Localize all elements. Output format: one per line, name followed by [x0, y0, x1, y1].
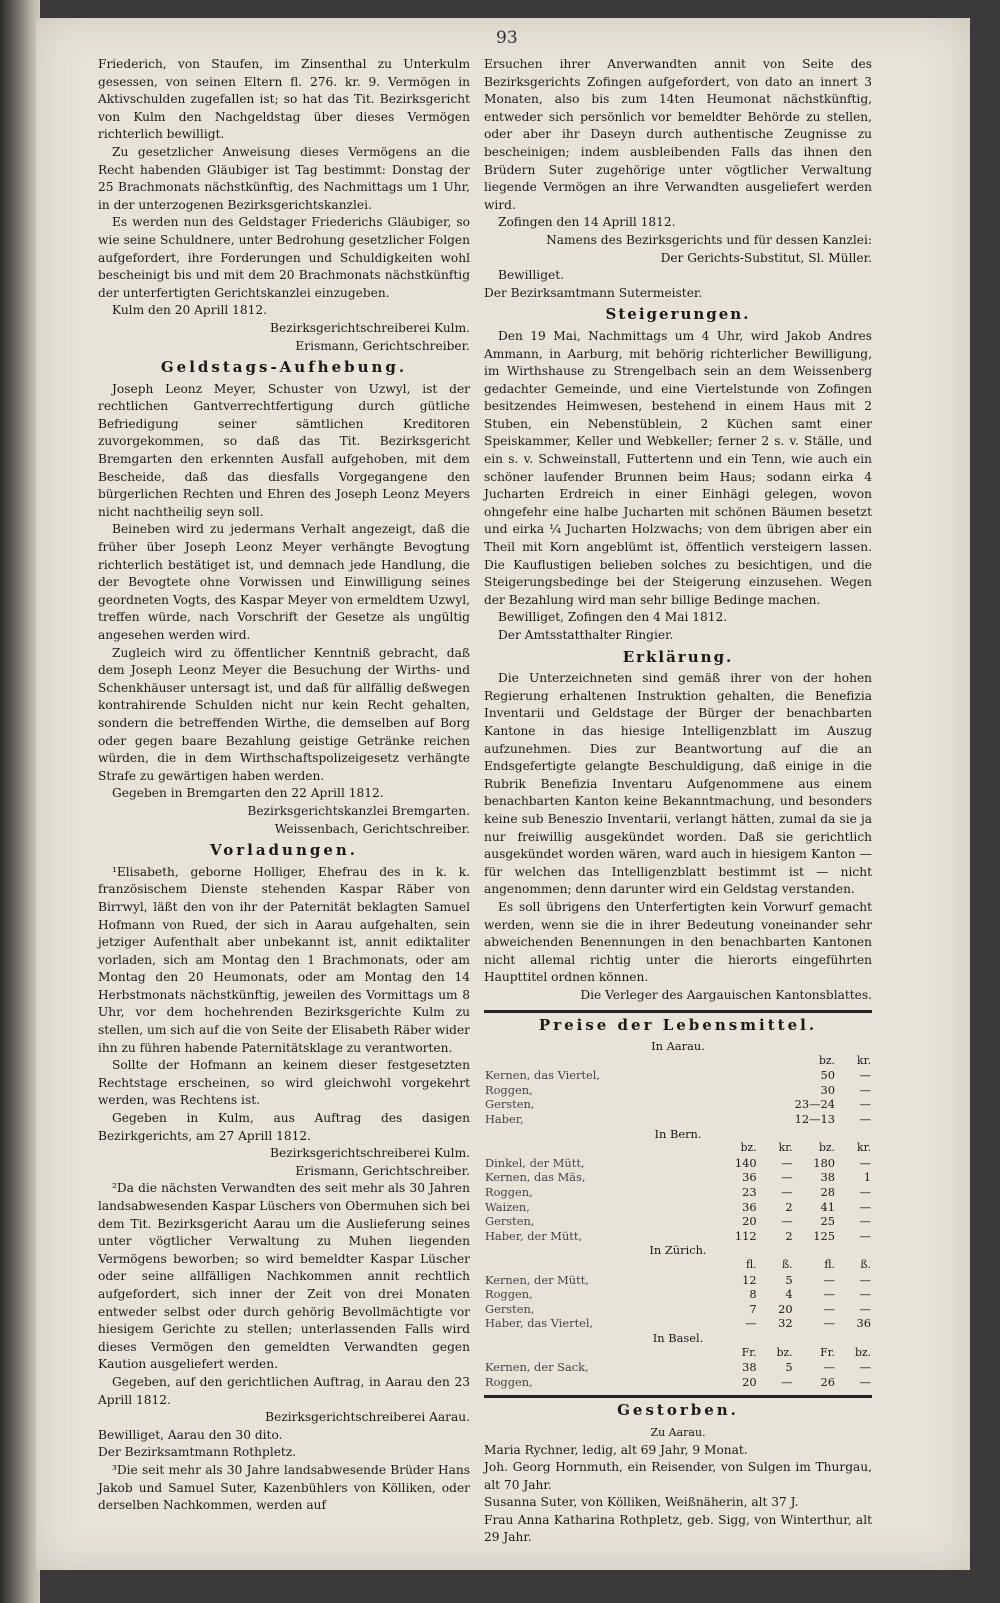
price-value: 140 — [734, 1155, 757, 1170]
price-value: 4 — [785, 1287, 793, 1302]
price-value: — — [745, 1316, 757, 1331]
price-row — [484, 1156, 872, 1171]
unit-row — [484, 1258, 872, 1273]
price-value: 36 — [742, 1170, 757, 1185]
price-row — [484, 1360, 872, 1375]
price-value: 41 — [820, 1199, 835, 1214]
price-row — [484, 1214, 872, 1229]
book-binding-edge — [0, 0, 40, 1603]
price-row — [484, 1083, 872, 1098]
approval-line: Der Bezirksamtmann Sutermeister. — [484, 285, 703, 300]
commodity-label: Kernen, der Mütt, — [485, 1272, 589, 1287]
unit-label: kr. — [857, 1053, 871, 1067]
section-heading: Steigerungen. — [605, 305, 751, 324]
dateline: Gegeben in Bremgarten den 22 Aprill 1812. — [112, 786, 384, 801]
commodity-label: Kernen, der Sack, — [485, 1360, 589, 1375]
approval-line: Der Bezirksamtmann Rothpletz. — [98, 1445, 297, 1460]
price-row — [484, 1068, 872, 1083]
paragraph: Gegeben in Kulm, aus Auftrag des dasigen Bezirkgerichts, am 27 Aprill 1812. — [98, 1111, 470, 1143]
unit-label: Fr. — [741, 1345, 757, 1359]
price-row — [484, 1170, 872, 1185]
price-value: — — [859, 1082, 871, 1097]
commodity-label: Roggen, — [485, 1185, 533, 1199]
section-heading: Gestorben. — [617, 1401, 739, 1420]
city-row — [484, 1243, 872, 1258]
page-number: 93 — [496, 28, 518, 48]
price-value: 23—24 — [794, 1097, 835, 1112]
price-value: — — [859, 1214, 871, 1229]
signature: Bezirksgerichtskanzlei Bremgarten. — [247, 803, 470, 818]
death-entry: Maria Rychner, ledig, alt 69 Jahr, 9 Monat. — [484, 1442, 748, 1457]
city-row — [484, 1331, 872, 1346]
price-value: 7 — [749, 1301, 757, 1316]
price-value: 180 — [813, 1155, 835, 1170]
commodity-label: Kernen, das Mäs, — [485, 1170, 586, 1185]
commodity-label: Haber, der Mütt, — [485, 1228, 583, 1243]
unit-label: ß. — [860, 1257, 871, 1271]
price-value: 125 — [813, 1228, 835, 1243]
paragraph: Joseph Leonz Meyer, Schuster von Uzwyl, ist der rechtlichen Gantverrechtfertigung durch gütliche Befriedigung seiner sämtlichen Kreditoren zuvorgekommen, so daß das Tit. Bezirksgericht Bremgarten den erkennten Ausfall aufgehoben, mit dem Bescheide, daß das diesfalls Vorgegangene den bürgerlichen Rechten und Ehren des Joseph Leonz Meyers nicht nachtheilig seyn soll. — [98, 381, 470, 519]
price-value: — — [859, 1112, 871, 1127]
divider — [484, 1395, 872, 1398]
unit-label: bz. — [740, 1141, 757, 1155]
price-value: — — [823, 1301, 835, 1316]
unit-row — [484, 1054, 872, 1069]
price-value: 38 — [742, 1360, 757, 1375]
price-value: — — [859, 1301, 871, 1316]
price-table — [484, 1039, 872, 1389]
left-column — [98, 56, 470, 1515]
price-value: 8 — [749, 1287, 757, 1302]
price-value: 36 — [742, 1199, 757, 1214]
unit-label: bz. — [818, 1141, 835, 1155]
commodity-label: Roggen, — [485, 1287, 533, 1302]
city-label: In Aarau. — [651, 1039, 705, 1054]
section-heading: Preise der Lebensmittel. — [538, 1016, 818, 1035]
paragraph: ³Die seit mehr als 30 Jahre landsabwesende Brüder Hans Jakob und Samuel Suter, Kazenbühlers von Kölliken, oder derselben Nachkommen, werden auf — [98, 1462, 470, 1513]
death-entry: Joh. Georg Hornmuth, ein Reisender, von Sulgen im Thurgau, alt 70 Jahr. — [484, 1460, 872, 1492]
price-row — [484, 1375, 872, 1390]
price-value: 38 — [820, 1170, 835, 1185]
approval-line: Bewilliget. — [498, 268, 564, 283]
paragraph: Friederich, von Staufen, im Zinsenthal zu Unterkulm gesessen, von seinen Eltern fl. 276. kr. 9. Vermögen in Aktivschulden zugefallen ist; so hat das Tit. Bezirksgericht von Kulm den Nachgeldstag über dieses Vermögen richterlich bewilligt. — [98, 57, 470, 142]
price-value: 5 — [785, 1360, 793, 1375]
price-value: — — [781, 1214, 793, 1229]
paragraph: Es soll übrigens den Unterfertigten kein Vorwurf gemacht werden, wenn sie die in ihrer Bedeutung voneinander sehr abweichenden Benennungen in den benachbarten Kantonen nicht allemal richtig unter die hierorts eingeführten Haupttitel ordnen können. — [484, 899, 872, 985]
unit-row — [484, 1141, 872, 1156]
price-value: — — [859, 1374, 871, 1389]
price-row — [484, 1112, 872, 1127]
divider — [484, 1010, 872, 1013]
price-value: 12 — [742, 1272, 757, 1287]
price-value: — — [823, 1272, 835, 1287]
price-value: 20 — [742, 1374, 757, 1389]
commodity-label: Gersten, — [485, 1214, 535, 1229]
commodity-label: Gersten, — [485, 1301, 535, 1316]
price-value: — — [859, 1199, 871, 1214]
dateline: Kulm den 20 Aprill 1812. — [112, 303, 268, 318]
price-value: 36 — [856, 1316, 871, 1331]
price-value: 26 — [820, 1374, 835, 1389]
commodity-label: Waizen, — [485, 1199, 530, 1214]
price-value: — — [859, 1287, 871, 1302]
paragraph: Es werden nun des Geldstager Friederichs Gläubiger, so wie seine Schuldnere, unter Bedrohung gesetzlicher Folgen aufgefordert, ihre Forderungen und Schuldigkeiten wohl bescheinigt bis und mit dem 20 Brachmonats nächstkünftig der unterfertigten Gerichtskanzlei einzugeben. — [98, 215, 470, 300]
price-row — [484, 1302, 872, 1317]
paragraph: Sollte der Hofmann an keinem dieser festgesetzten Rechtstage erscheinen, so wird gleichwohl vorgekehrt werden, was Rechtens ist. — [98, 1058, 470, 1108]
death-entry: Frau Anna Katharina Rothpletz, geb. Sigg, von Winterthur, alt 29 Jahr. — [484, 1512, 872, 1545]
commodity-label: Haber, — [485, 1112, 524, 1127]
city-label: In Bern. — [654, 1126, 702, 1141]
commodity-label: Roggen, — [485, 1374, 533, 1389]
price-value: 20 — [778, 1301, 793, 1316]
city-label: In Zürich. — [649, 1243, 707, 1258]
price-value: — — [859, 1185, 871, 1199]
dateline: Gegeben, auf den gerichtlichen Auftrag, in Aarau den 23 Aprill 1812. — [98, 1374, 470, 1407]
death-notices — [484, 1424, 872, 1547]
price-value: — — [781, 1170, 793, 1185]
price-value: 32 — [778, 1316, 793, 1331]
price-value: — — [781, 1374, 793, 1389]
signature: Namens des Bezirksgerichts und für dessen Kanzlei: — [546, 232, 872, 247]
price-value: 25 — [820, 1214, 835, 1229]
price-value: 2 — [785, 1199, 793, 1214]
dateline: Zofingen den 14 Aprill 1812. — [498, 215, 676, 230]
price-value: — — [859, 1272, 871, 1287]
signature: Der Amtsstatthalter Ringier. — [498, 628, 674, 642]
city-row — [484, 1127, 872, 1142]
signature: Die Verleger des Aargauischen Kantonsblattes. — [580, 987, 872, 1002]
unit-label: fl. — [824, 1257, 835, 1271]
signature: Bezirksgerichtschreiberei Kulm. — [270, 1146, 470, 1161]
price-row — [484, 1229, 872, 1244]
price-row — [484, 1287, 872, 1302]
signature: Bezirksgerichtschreiberei Aarau. — [265, 1410, 470, 1425]
death-entry: Susanna Suter, von Kölliken, Weißnäherin, alt 37 J. — [484, 1495, 799, 1510]
city-row — [484, 1039, 872, 1054]
paragraph: Zu gesetzlicher Anweisung dieses Vermögens an die Recht habenden Gläubiger ist Tag bestimmt: Donstag der 25 Brachmonats nächstkünftig, des Nachmittags um 1 Uhr, in der unterzogenen Bezirksgerichtskanzlei. — [98, 144, 470, 212]
price-value: — — [859, 1068, 871, 1083]
approval-line: Bewilliget, Aarau den 30 dito. — [98, 1427, 283, 1442]
commodity-label: Gersten, — [485, 1097, 535, 1112]
price-value: 23 — [742, 1185, 757, 1199]
price-value: 112 — [734, 1228, 757, 1243]
commodity-label: Kernen, das Viertel, — [485, 1068, 601, 1083]
paragraph: Die Unterzeichneten sind gemäß ihrer von der hohen Regierung erhaltenen Instruktion gehalten, die Benefizia Inventarii und Geldstage der Bürger der benachbarten Kantone in das hiesige Intelligenzblatt im Auszug aufzunehmen. Dies zur Beantwortung auf die an Endsgefertigte gelangte Beschuldigung, daß einige in die Rubrik Benefizia Inventaru Aufgenommene aus einem benachbarten Kanton keine Bekanntmachung, und besonders keine sub Beneszio Inventarii, verlangt hätten, zumal da sie ja nur freiwillig ausgekündet worden. Daß sie gerichtlich ausgekündet worden wären, ward auch in hiesigem Kanton — für welchen das Intelligenzblatt bestimmt ist — nicht angenommen; denn darunter wird ein Geldstag verstanden. — [484, 671, 872, 897]
unit-label: kr. — [857, 1141, 871, 1155]
price-value: — — [859, 1228, 871, 1243]
price-value: — — [859, 1155, 871, 1170]
section-heading: Geldstags-Aufhebung. — [160, 358, 408, 377]
city-label: Zu Aarau. — [650, 1425, 706, 1439]
commodity-label: Roggen, — [485, 1082, 533, 1097]
price-value: 50 — [820, 1068, 835, 1083]
paragraph: Den 19 Mai, Nachmittags um 4 Uhr, wird Jakob Andres Ammann, in Aarburg, mit behörig richterlicher Bewilligung, im Wirthshause zu Strengelbach sein an dem Weissenberg gedachter Gemeinde, und eine Viertelstunde von Zofingen besitzendes Heimwesen, bestehend in einem Haus mit 2 Stuben, ein Nebenstüblein, 2 Küchen samt einer Speiskammer, Keller und Webkeller; ferner 2 s. v. Ställe, und ein s. v. Schweinstall, Futtertenn und ein Tenn, wie auch ein schöner laufender Brunnen beim Haus; sodann eirka 4 Jucharten Erdreich in einer Einhägi gelegen, wovon ohngefehr eine halbe Jucharten mit schönen Bäumen besetzt und eirka ¼ Jucharten Holzwachs; von dem übrigen aber ein Theil mit Korn angeblümt ist, öffentlich versteigern lassen. Die Kauflustigen belieben solches zu besichtigen, und die Steigerungsbedinge bei der Steigerung einzusehen. Wegen der Bezahlung wird man sehr billige Bedinge machen. — [484, 328, 872, 607]
section-heading: Erklärung. — [622, 647, 734, 666]
commodity-label: Dinkel, der Mütt, — [485, 1155, 585, 1170]
city-label: In Basel. — [652, 1330, 704, 1345]
price-value: 20 — [742, 1214, 757, 1229]
price-value: — — [823, 1287, 835, 1302]
commodity-label: Haber, das Viertel, — [485, 1316, 594, 1331]
signature: Bezirksgerichtschreiberei Kulm. — [270, 320, 470, 335]
price-row — [484, 1097, 872, 1112]
price-value: — — [781, 1185, 793, 1199]
price-value: — — [823, 1316, 835, 1331]
price-value: 28 — [820, 1185, 835, 1199]
signature: Erismann, Gerichtschreiber. — [295, 1163, 470, 1178]
unit-label: bz. — [854, 1345, 871, 1359]
price-value: 12—13 — [794, 1112, 835, 1127]
unit-label: ß. — [781, 1257, 793, 1271]
unit-label: bz. — [818, 1053, 835, 1067]
unit-label: bz. — [776, 1345, 793, 1359]
unit-label: fl. — [745, 1257, 757, 1271]
price-row — [484, 1200, 872, 1215]
price-value: — — [859, 1360, 871, 1375]
paragraph: Beineben wird zu jedermans Verhalt angezeigt, daß die früher über Joseph Leonz Meyer verhängte Bevogtung richterlich bestätiget ist, und demnach jede Handlung, die der Bevogtete ohne Vorwissen und Einwilligung seines geordneten Vogts, des Kaspar Meyer von ermeldtem Uzwyl, treffen würde, nach Vorschrift der Gesetze als ungültig angesehen werden wird. — [98, 522, 470, 642]
paragraph: Ersuchen ihrer Anverwandten annit von Seite des Bezirksgerichts Zofingen aufgefordert, von dato an innert 3 Monaten, also bis zum 14ten Heumonat nächstkünftig, entweder sich persönlich vor bemeldter Behörde zu stellen, oder aber ihr Daseyn durch authentische Zeugnisse zu bescheinigen; indem ausbleibenden Falls das ihnen den Brüdern Suter zugehörige unter vögtlicher Verwaltung liegende Vermögen an ihre Verwandten ausgeliefert werden wird. — [484, 57, 872, 212]
right-column — [484, 56, 872, 1547]
price-value: — — [781, 1155, 793, 1170]
paragraph: ²Da die nächsten Verwandten des seit mehr als 30 Jahren landsabwesenden Kaspar Lüschers von Obermuhen sich bei dem Tit. Bezirksgericht Aarau um die Auslieferung seines unter vögtlicher Verwaltung zu Muhen liegenden Vermögens beworben; so wird bemeldter Kaspar Lüscher oder seine allfälligen Nachkommen annit rechtlich aufgefordert, sich inner der Zeit von drei Monaten entweder selbst oder durch gehörig Bevollmächtigte vor hiesigem Gerichte zu stellen; unterlassenden Falls wird dieses Vermögen den gemeldten Verwandten gegen Kaution ausgeliefert werden. — [98, 1181, 470, 1372]
dateline: Bewilliget, Zofingen den 4 Mai 1812. — [498, 610, 728, 625]
paragraph: Zugleich wird zu öffentlicher Kenntniß gebracht, daß dem Joseph Leonz Meyer die Besuchung der Wirths- und Schenkhäuser untersagt ist, und daß für allfällig deßwegen kontrahirende Schulden nicht nur kein Recht gehalten, sondern die betreffenden Wirthe, die demselben auf Borg oder gegen baare Bezahlung geistige Getränke reichen würden, die in dem Wirthschaftspolizeigesetz verhängte Strafe zu gewärtigen haben werden. — [98, 645, 470, 783]
unit-label: kr. — [778, 1141, 793, 1155]
unit-label: Fr. — [820, 1345, 835, 1359]
price-value: 30 — [820, 1082, 835, 1097]
signature: Der Gerichts-Substitut, Sl. Müller. — [660, 250, 872, 265]
price-value: 5 — [785, 1272, 793, 1287]
price-value: — — [823, 1360, 835, 1375]
price-value: — — [859, 1097, 871, 1112]
paragraph: ¹Elisabeth, geborne Holliger, Ehefrau des in k. k. französischem Dienste stehenden Kaspar Räber von Birrwyl, läßt den von ihr der Paternität beklagten Samuel Hofmann von Rued, der sich in Aarau aufgehalten, sein jetziger Aufenthalt aber unbekannt ist, annit ediktaliter vorladen, sich am Montag den 1 Brachmonats, oder am Montag den 20 Heumonats, oder am Montag den 14 Herbstmonats nächstkünftig, jeweilen des Vormittags um 8 Uhr, vor dem hochehrenden Bezirksgerichte Kulm zu stellen, um sich auf die von Seite der Elisabeth Räber wider ihn zu führen habende Paternitätsklage zu verantworten. — [98, 864, 470, 1055]
price-row — [484, 1316, 872, 1331]
price-value: 1 — [863, 1170, 871, 1185]
section-heading: Vorladungen. — [209, 841, 359, 860]
price-row — [484, 1273, 872, 1288]
signature: Weissenbach, Gerichtschreiber. — [274, 821, 470, 836]
price-row — [484, 1185, 872, 1200]
signature: Erismann, Gerichtschreiber. — [295, 338, 470, 353]
price-value: 2 — [785, 1228, 793, 1243]
unit-row — [484, 1346, 872, 1361]
